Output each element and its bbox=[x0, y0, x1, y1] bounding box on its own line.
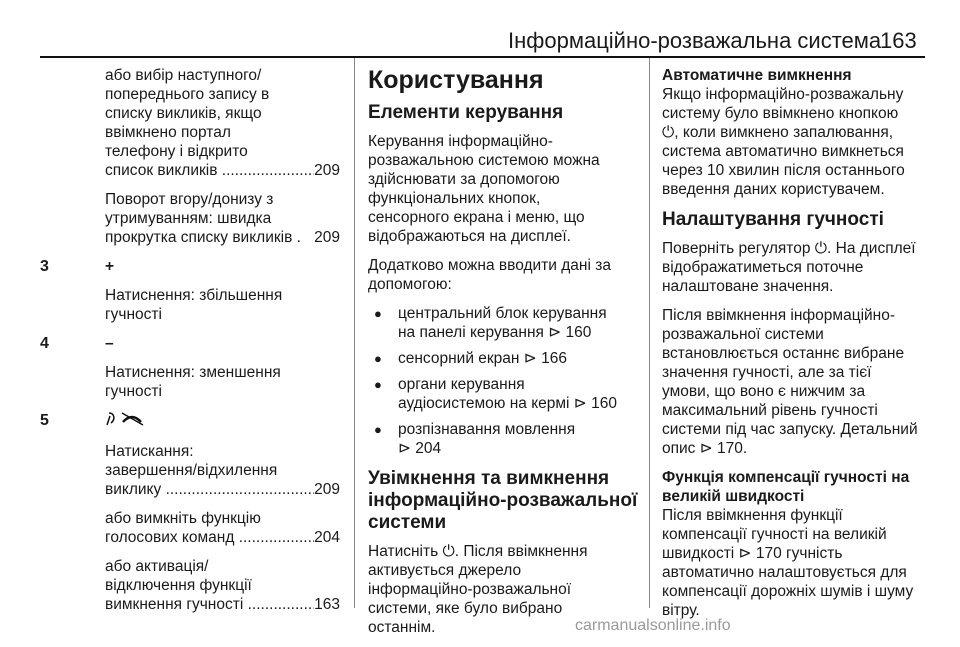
section-heading: Користування bbox=[368, 66, 544, 94]
entry-line: Поворот вгору/донизу з bbox=[105, 191, 274, 208]
watermark: carmanualsonline.info bbox=[575, 617, 731, 634]
entry-text: голосових команд ..... bbox=[105, 528, 314, 547]
column-2 bbox=[368, 66, 640, 647]
item-number: 5 bbox=[40, 412, 49, 429]
entry-line: попереднього запису в bbox=[105, 86, 270, 103]
voice-hang-up-icon bbox=[105, 411, 147, 432]
item-text: Натиснення: збільшення bbox=[105, 287, 283, 304]
numbered-item bbox=[40, 257, 340, 276]
page-number: 163 bbox=[880, 28, 917, 53]
numbered-item bbox=[40, 334, 340, 353]
item-description bbox=[40, 286, 340, 324]
entry-text: вимкнення гучності ..... bbox=[105, 595, 314, 614]
subsection-heading: Автоматичне вимкнення bbox=[662, 67, 852, 84]
toc-entry bbox=[40, 442, 340, 499]
entry-line: утримуванням: швидка bbox=[105, 210, 272, 227]
paragraph: Додатково можна вводити дані за допомогою: bbox=[368, 257, 611, 293]
paragraph: Якщо інформаційно-розважальну систему було ввімкнено кнопкою ⏻, коли вимкнено запалювання, система автоматично вимкнеться через 10 хвилин після останнього введення даних користувачем. bbox=[662, 86, 905, 198]
item-number: 3 bbox=[40, 258, 49, 275]
plus-icon: + bbox=[105, 258, 115, 275]
item-description bbox=[40, 363, 340, 401]
subsection-heading: Елементи керування bbox=[368, 102, 564, 123]
page-ref[interactable]: 209 bbox=[314, 229, 340, 246]
minus-icon: – bbox=[105, 335, 114, 352]
column-3 bbox=[662, 66, 930, 630]
subsection-heading: Функція компенсації гучності на великій швидкості bbox=[662, 469, 910, 505]
list-item: ● центральний блок керування на панелі керування ⊳ 160 bbox=[368, 304, 640, 342]
bullet-list bbox=[368, 304, 640, 458]
page-ref[interactable]: 163 bbox=[314, 596, 340, 613]
header-divider bbox=[40, 56, 925, 58]
entry-line: телефону і відкрито bbox=[105, 143, 248, 160]
paragraph: Поверніть регулятор ⏻. На дисплеї відображатиметься поточне налаштоване значення. bbox=[662, 240, 916, 295]
entry-text: виклику ..... bbox=[105, 480, 314, 499]
page-ref[interactable]: 209 bbox=[314, 481, 340, 498]
entry-line: Натискання: bbox=[105, 443, 194, 460]
numbered-item bbox=[40, 411, 340, 432]
entry-text: список викликів ..... bbox=[105, 161, 314, 180]
subsection-heading: Налаштування гучності bbox=[662, 209, 884, 230]
toc-entry bbox=[40, 509, 340, 547]
item-text: Натиснення: зменшення bbox=[105, 364, 281, 381]
item-text: гучності bbox=[105, 383, 162, 400]
toc-entry bbox=[40, 190, 340, 247]
entry-line: або активація/ bbox=[105, 558, 209, 575]
subsection-heading: Увімкнення та вимкнення інформаційно-розважальної системи bbox=[368, 468, 638, 533]
list-item: ● розпізнавання мовлення ⊳ 204 bbox=[368, 420, 640, 458]
paragraph: Після ввімкнення функції компенсації гучності на великій швидкості ⊳ 170 гучність автоматично налаштовується для компенсації дорожніх шумів і шуму вітру. bbox=[662, 507, 914, 619]
toc-entry bbox=[40, 66, 340, 180]
item-text: гучності bbox=[105, 306, 162, 323]
entry-line: відключення функції bbox=[105, 577, 252, 594]
toc-entry bbox=[40, 557, 340, 614]
entry-line: ввімкнено портал bbox=[105, 124, 231, 141]
entry-line: завершення/відхилення bbox=[105, 462, 278, 479]
column-divider bbox=[354, 58, 355, 608]
column-divider bbox=[649, 58, 650, 608]
paragraph: Керування інформаційно- розважальною системою можна здійснювати за допомогою функціональних кнопок, сенсорного екрана і меню, що відображаються на дисплеї. bbox=[368, 133, 600, 245]
entry-line: або вимкніть функцію bbox=[105, 510, 261, 527]
item-number: 4 bbox=[40, 335, 49, 352]
page-ref[interactable]: 204 bbox=[314, 529, 340, 546]
list-item: ● сенсорний екран ⊳ 166 bbox=[368, 349, 640, 368]
column-1 bbox=[40, 66, 340, 624]
entry-text: прокрутка списку викликів . bbox=[105, 229, 301, 246]
paragraph: Після ввімкнення інформаційно- розважальної системи встановлюється останнє вибране значення гучності, але за тієї умови, що воно є нижчим за максимальний рівень гучності системи під час запуску. Детальний опис ⊳ 170. bbox=[662, 307, 918, 457]
list-item: ● органи керування аудіосистемою на кермі ⊳ 160 bbox=[368, 375, 640, 413]
entry-line: або вибір наступного/ bbox=[105, 67, 262, 84]
entry-line: списку викликів, якщо bbox=[105, 105, 262, 122]
page-ref[interactable]: 209 bbox=[314, 162, 340, 179]
paragraph: Натисніть ⏻. Після ввімкнення активується джерело інформаційно-розважальної системи, яке було вибрано останнім. bbox=[368, 543, 588, 636]
page-title: Інформаційно-розважальна система bbox=[508, 28, 882, 53]
